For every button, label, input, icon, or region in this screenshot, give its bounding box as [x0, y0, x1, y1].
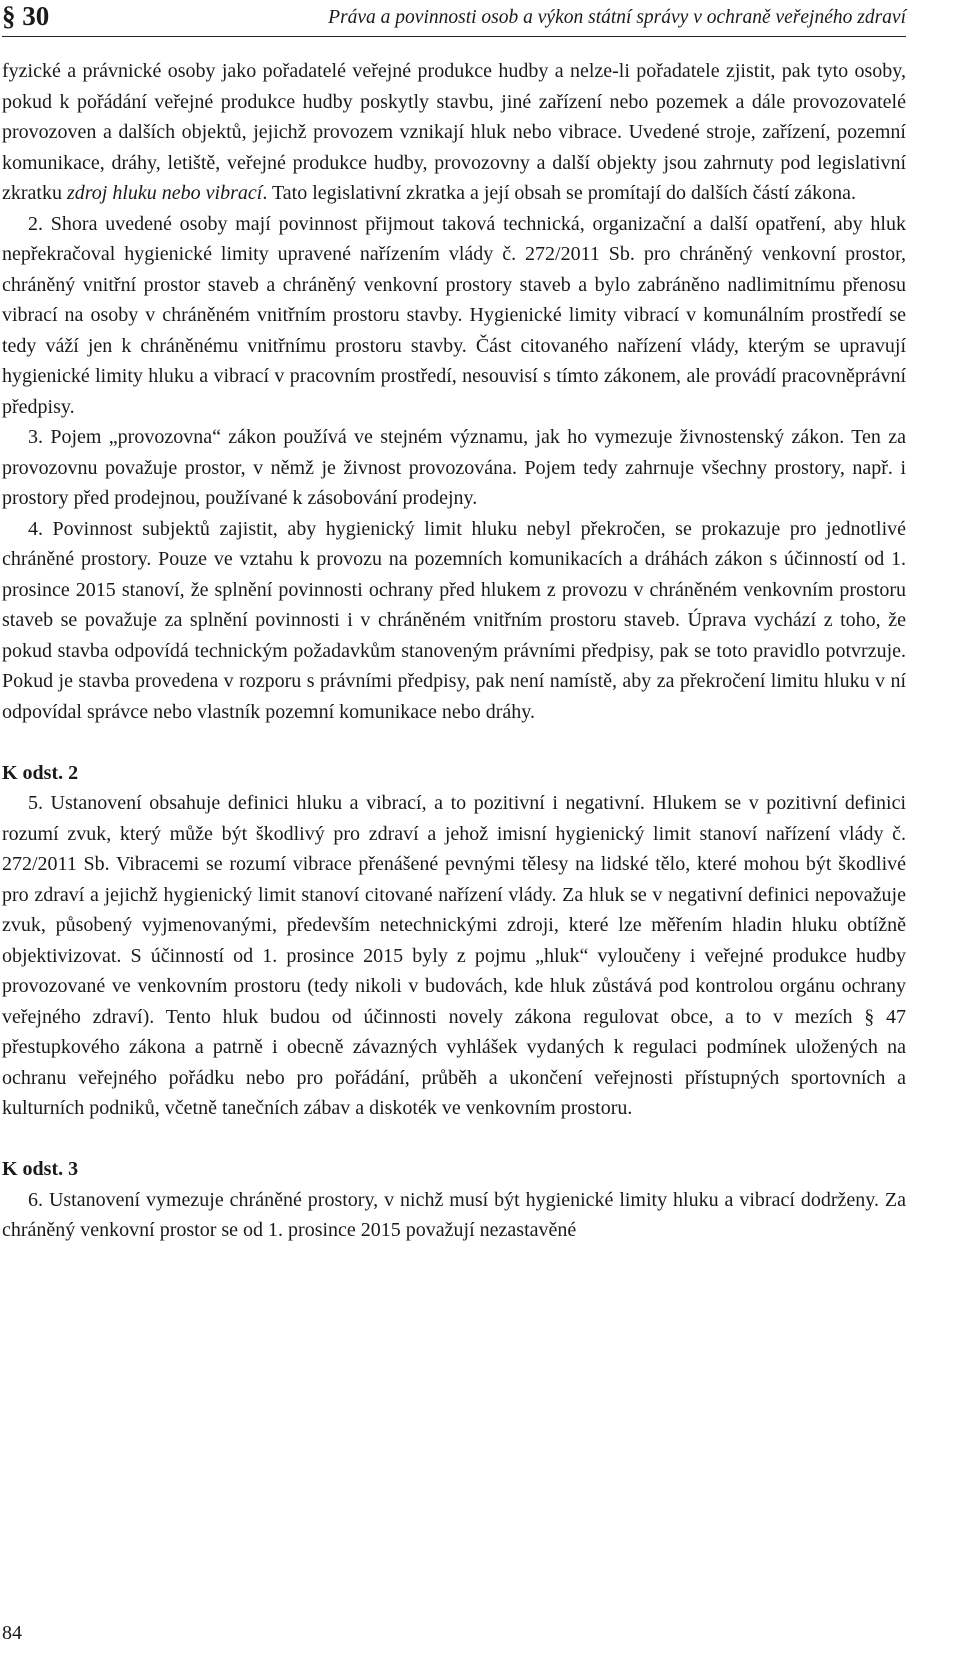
spacer	[2, 727, 906, 758]
paragraph-2: 2. Shora uvedené osoby mají povinnost přijmout taková technická, organizační a další opatření, aby hluk nepřekračoval hygienické limity upravené nařízením vlády č. 272/2011 Sb. pro chráněný venkovní prostor, chráněný vnitřní prostor staveb a chráněný venkovní prostory staveb a bylo zabráněno nadlimitnímu přenosu vibrací na osoby v chráněném vnitřním prostoru stavby. Hygienické limity vibrací v komunálním prostředí se tedy váží jen k chráněnému vnitřnímu prostoru stavby. Část citovaného nařízení vlády, kterým se upravují hygienické limity hluku a vibrací v pracovním prostředí, nesouvisí s tímto zákonem, ale provádí pracovněprávní předpisy.	[2, 212, 906, 418]
paragraph-6: 6. Ustanovení vymezuje chráněné prostory, v nichž musí být hygienické limity hluku a vibrací dodrženy. Za chráněný venkovní prostor se od 1. prosince 2015 považují nezastavěné	[2, 1188, 906, 1241]
page-number: 84	[2, 1622, 22, 1644]
legislative-abbreviation: zdroj hluku nebo vibrací	[66, 182, 263, 204]
paragraph-continued	[2, 56, 906, 209]
running-header	[2, 0, 906, 37]
paragraph-5: 5. Ustanovení obsahuje definici hluku a vibrací, a to pozitivní i negativní. Hlukem se v pozitivní definici rozumí zvuk, který může být škodlivý pro zdraví a jehož imisní hygienický limit stanoví nařízení vlády č. 272/2011 Sb. Vibracemi se rozumí vibrace přenášené pevnými tělesy na lidské tělo, které mohou být škodlivé pro zdraví a jejichž hygienický limit stanoví citované nařízení vlády. Za hluk se v negativní definici nepovažuje zvuk, působený vyjmenovanými, především netechnickými zdroji, které lze měřením hladin hluku obtížně objektivizovat. S účinností od 1. prosince 2015 byly z pojmu „hluk“ vyloučeny i veřejné produkce hudby provozované ve venkovním prostoru (tedy nikoli v budovách, kde hluk zůstává pod kontrolou orgánu ochrany veřejného zdraví). Tento hluk budou od účinnosti novely zákona regulovat obce, a to v mezích § 47 přestupkového zákona a patrně i obecně závazných vyhlášek vydaných k regulaci podmínek uložených na ochranu veřejného pořádku nebo pro pořádání, průběh a ukončení veřejnosti přístupných sportovních a kulturních podniků, včetně tanečních zábav a diskoték ve venkovním prostoru.	[2, 792, 906, 1119]
running-title: Práva a povinnosti osob a výkon státní správy v ochraně veřejného zdraví	[328, 7, 906, 28]
section-number: § 30	[2, 1, 50, 31]
spacer	[2, 1124, 906, 1155]
paragraph-text: . Tato legislativní zkratka a její obsah se promítají do dalších částí zákona.	[262, 182, 856, 204]
paragraph-text: fyzické a právnické osoby jako pořadatelé veřejné produkce hudby a nelze-li pořadatele zjistit, pak tyto osoby, pokud k pořádání veřejné produkce hudby poskytly stavbu, jiné zařízení nebo pozemek a dále provozovatelé provozoven a dalších objektů, jejichž provozem vznikají hluk nebo vibrace. Uvedené stroje, zařízení, pozemní komunikace, dráhy, letiště, veřejné produkce hudby, provozovny a další objekty jsou zahrnuty pod legislativní zkratku	[2, 60, 906, 204]
paragraph-4: 4. Povinnost subjektů zajistit, aby hygienický limit hluku nebyl překročen, se prokazuje pro jednotlivé chráněné prostory. Pouze ve vztahu k provozu na pozemních komunikacích a dráhách zákon s účinností od 1. prosince 2015 stanoví, že splnění povinnosti ochrany před hlukem z provozu v chráněném venkovním prostoru staveb se považuje za splnění povinnosti i v chráněném vnitřním prostoru staveb. Úprava vychází z toho, že pokud stavba odpovídá technickým požadavkům stanoveným právními předpisy, pak se toto pravidlo potvrzuje. Pokud je stavba provedena v rozporu s právními předpisy, pak není namístě, aby za překročení limitu hluku v ní odpovídal správce nebo vlastník pozemní komunikace nebo dráhy.	[2, 517, 906, 723]
section-heading-odst-2: K odst. 2	[2, 761, 79, 784]
page-body	[2, 56, 906, 1246]
paragraph-3: 3. Pojem „provozovna“ zákon používá ve stejném významu, jak ho vymezuje živnostenský zákon. Ten za provozovnu považuje prostor, v němž je živnost provozována. Pojem tedy zahrnuje všechny prostory, např. i prostory před prodejnou, používané k zásobování prodejny.	[2, 426, 906, 509]
section-heading-odst-3: K odst. 3	[2, 1158, 79, 1180]
